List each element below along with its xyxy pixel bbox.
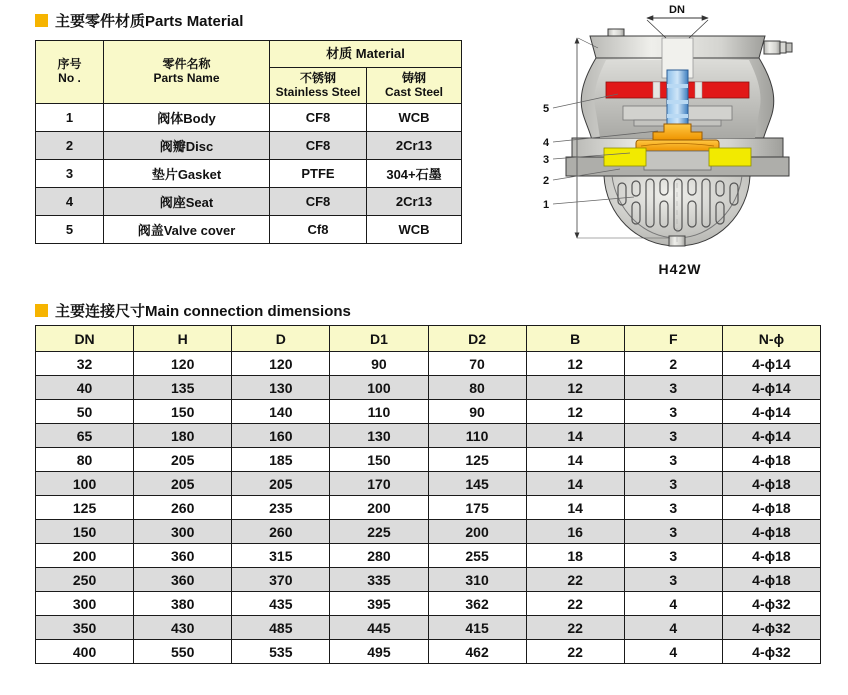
table-cell: 550 bbox=[134, 640, 232, 664]
table-cell: 50 bbox=[36, 400, 134, 424]
table-cell: 2Cr13 bbox=[367, 132, 462, 160]
table-cell: 130 bbox=[330, 424, 428, 448]
table-cell: 4-ϕ14 bbox=[722, 376, 820, 400]
dn-dimension-label: DN bbox=[669, 4, 685, 16]
table-cell: 310 bbox=[428, 568, 526, 592]
connection-dimensions-title bbox=[35, 300, 351, 321]
table-cell: 235 bbox=[232, 496, 330, 520]
table-cell: 3 bbox=[624, 448, 722, 472]
table-cell: 445 bbox=[330, 616, 428, 640]
col-header-parts-name: 零件名称 Parts Name bbox=[104, 41, 270, 104]
table-cell: 22 bbox=[526, 568, 624, 592]
table-cell: 125 bbox=[428, 448, 526, 472]
table-cell: 4-ϕ18 bbox=[722, 448, 820, 472]
table-cell: 125 bbox=[36, 496, 134, 520]
table-cell: 4-ϕ18 bbox=[722, 472, 820, 496]
table-cell: 4 bbox=[624, 592, 722, 616]
table-cell: 22 bbox=[526, 616, 624, 640]
table-cell: 335 bbox=[330, 568, 428, 592]
table-cell: 5 bbox=[36, 216, 104, 244]
table-cell: 350 bbox=[36, 616, 134, 640]
table-cell: Cf8 bbox=[270, 216, 367, 244]
table-cell: 4-ϕ18 bbox=[722, 568, 820, 592]
table-cell: 4-ϕ14 bbox=[722, 424, 820, 448]
table-cell: 4 bbox=[36, 188, 104, 216]
table-cell: 4-ϕ18 bbox=[722, 520, 820, 544]
table-cell: 395 bbox=[330, 592, 428, 616]
table-cell: CF8 bbox=[270, 132, 367, 160]
table-cell: 130 bbox=[232, 376, 330, 400]
table-cell: 160 bbox=[232, 424, 330, 448]
table-cell: CF8 bbox=[270, 104, 367, 132]
table-row bbox=[36, 216, 462, 244]
side-plug bbox=[764, 41, 792, 54]
table-cell: 80 bbox=[36, 448, 134, 472]
table-cell: 135 bbox=[134, 376, 232, 400]
table-cell: PTFE bbox=[270, 160, 367, 188]
part-number-2: 2 bbox=[542, 175, 550, 187]
table-cell: 12 bbox=[526, 400, 624, 424]
table-cell: 90 bbox=[428, 400, 526, 424]
table-cell: 70 bbox=[428, 352, 526, 376]
table-cell: 250 bbox=[36, 568, 134, 592]
column-header: B bbox=[526, 326, 624, 352]
table-row bbox=[36, 616, 821, 640]
table-cell: 3 bbox=[624, 520, 722, 544]
table-cell: 300 bbox=[134, 520, 232, 544]
table-cell: 430 bbox=[134, 616, 232, 640]
table-cell: 14 bbox=[526, 448, 624, 472]
part-number-5: 5 bbox=[542, 103, 550, 115]
table-cell: 140 bbox=[232, 400, 330, 424]
table-cell: 145 bbox=[428, 472, 526, 496]
table-row bbox=[36, 188, 462, 216]
table-cell: 362 bbox=[428, 592, 526, 616]
table-cell: 1 bbox=[36, 104, 104, 132]
table-cell: 280 bbox=[330, 544, 428, 568]
column-header: N-ϕ bbox=[722, 326, 820, 352]
table-row bbox=[36, 496, 821, 520]
table-cell: 225 bbox=[330, 520, 428, 544]
table-cell: 3 bbox=[624, 568, 722, 592]
table-cell: 90 bbox=[330, 352, 428, 376]
table-cell: 阀盖Valve cover bbox=[104, 216, 270, 244]
table-row bbox=[36, 592, 821, 616]
table-row bbox=[36, 400, 821, 424]
table-cell: 2 bbox=[36, 132, 104, 160]
table-cell: 380 bbox=[134, 592, 232, 616]
table-cell: 4-ϕ14 bbox=[722, 352, 820, 376]
table-cell: 415 bbox=[428, 616, 526, 640]
table-cell: 14 bbox=[526, 496, 624, 520]
table-row bbox=[36, 352, 821, 376]
table-row bbox=[36, 544, 821, 568]
table-cell: 360 bbox=[134, 544, 232, 568]
table-cell: 100 bbox=[330, 376, 428, 400]
table-cell: 205 bbox=[134, 448, 232, 472]
section-bullet-icon bbox=[35, 14, 48, 27]
table-cell: 200 bbox=[330, 496, 428, 520]
parts-material-table bbox=[35, 40, 462, 244]
table-cell: CF8 bbox=[270, 188, 367, 216]
table-row bbox=[36, 520, 821, 544]
dimensions-table-body bbox=[36, 352, 821, 664]
table-cell: 120 bbox=[232, 352, 330, 376]
table-cell: WCB bbox=[367, 104, 462, 132]
table-cell: 485 bbox=[232, 616, 330, 640]
column-header: DN bbox=[36, 326, 134, 352]
table-cell: 4-ϕ32 bbox=[722, 616, 820, 640]
column-header: D bbox=[232, 326, 330, 352]
column-header: D2 bbox=[428, 326, 526, 352]
model-label: H42W bbox=[658, 261, 702, 277]
col-header-no: 序号 No . bbox=[36, 41, 104, 104]
parts-table-body bbox=[36, 104, 462, 244]
table-cell: 495 bbox=[330, 640, 428, 664]
connection-dimensions-title-text: 主要连接尺寸Main connection dimensions bbox=[55, 303, 351, 320]
table-cell: 3 bbox=[624, 376, 722, 400]
table-cell: 200 bbox=[428, 520, 526, 544]
table-cell: 22 bbox=[526, 640, 624, 664]
table-cell: 32 bbox=[36, 352, 134, 376]
table-row bbox=[36, 104, 462, 132]
table-cell: 4-ϕ32 bbox=[722, 640, 820, 664]
table-cell: WCB bbox=[367, 216, 462, 244]
part-number-4: 4 bbox=[542, 137, 550, 149]
table-cell: 255 bbox=[428, 544, 526, 568]
table-cell: 65 bbox=[36, 424, 134, 448]
disc-guide-cylinder bbox=[644, 151, 711, 170]
table-cell: 垫片Gasket bbox=[104, 160, 270, 188]
table-cell: 14 bbox=[526, 424, 624, 448]
table-row bbox=[36, 472, 821, 496]
table-cell: 205 bbox=[232, 472, 330, 496]
table-cell: 175 bbox=[428, 496, 526, 520]
table-cell: 535 bbox=[232, 640, 330, 664]
table-cell: 12 bbox=[526, 352, 624, 376]
table-cell: 3 bbox=[624, 544, 722, 568]
column-header: H bbox=[134, 326, 232, 352]
table-row bbox=[36, 568, 821, 592]
section-bullet-icon bbox=[35, 304, 48, 317]
part-number-3: 3 bbox=[542, 154, 550, 166]
connection-dimensions-table bbox=[35, 325, 821, 664]
table-cell: 185 bbox=[232, 448, 330, 472]
table-cell: 360 bbox=[134, 568, 232, 592]
table-cell: 180 bbox=[134, 424, 232, 448]
table-cell: 260 bbox=[232, 520, 330, 544]
table-cell: 435 bbox=[232, 592, 330, 616]
table-cell: 40 bbox=[36, 376, 134, 400]
table-cell: 3 bbox=[624, 424, 722, 448]
parts-material-title-text: 主要零件材质Parts Material bbox=[55, 13, 244, 30]
table-cell: 300 bbox=[36, 592, 134, 616]
table-cell: 462 bbox=[428, 640, 526, 664]
table-cell: 4-ϕ18 bbox=[722, 544, 820, 568]
table-row bbox=[36, 160, 462, 188]
table-cell: 315 bbox=[232, 544, 330, 568]
col-header-material: 材质 Material bbox=[270, 41, 462, 68]
table-cell: 110 bbox=[428, 424, 526, 448]
table-cell: 205 bbox=[134, 472, 232, 496]
table-cell: 阀瓣Disc bbox=[104, 132, 270, 160]
table-cell: 4 bbox=[624, 616, 722, 640]
table-cell: 4-ϕ32 bbox=[722, 592, 820, 616]
table-cell: 370 bbox=[232, 568, 330, 592]
dimensions-header-row bbox=[36, 326, 821, 352]
dn-dimension bbox=[647, 18, 708, 38]
table-row bbox=[36, 640, 821, 664]
table-cell: 400 bbox=[36, 640, 134, 664]
column-header: D1 bbox=[330, 326, 428, 352]
table-cell: 3 bbox=[36, 160, 104, 188]
table-cell: 22 bbox=[526, 592, 624, 616]
table-row bbox=[36, 448, 821, 472]
table-cell: 18 bbox=[526, 544, 624, 568]
table-row bbox=[36, 376, 821, 400]
table-cell: 3 bbox=[624, 472, 722, 496]
table-cell: 12 bbox=[526, 376, 624, 400]
table-cell: 4-ϕ14 bbox=[722, 400, 820, 424]
table-cell: 150 bbox=[330, 448, 428, 472]
table-cell: 150 bbox=[36, 520, 134, 544]
table-cell: 16 bbox=[526, 520, 624, 544]
valve-drawing bbox=[520, 0, 840, 258]
table-cell: 4-ϕ18 bbox=[722, 496, 820, 520]
parts-material-title bbox=[35, 10, 243, 31]
table-cell: 4 bbox=[624, 640, 722, 664]
table-cell: 304+石墨 bbox=[367, 160, 462, 188]
table-row bbox=[36, 424, 821, 448]
valve-cross-section-svg bbox=[520, 0, 840, 258]
col-header-cast: 铸钢 Cast Steel bbox=[367, 68, 462, 104]
part-number-1: 1 bbox=[542, 199, 550, 211]
table-cell: 80 bbox=[428, 376, 526, 400]
table-cell: 200 bbox=[36, 544, 134, 568]
column-header: F bbox=[624, 326, 722, 352]
table-cell: 14 bbox=[526, 472, 624, 496]
table-cell: 120 bbox=[134, 352, 232, 376]
table-cell: 110 bbox=[330, 400, 428, 424]
table-cell: 3 bbox=[624, 400, 722, 424]
table-cell: 阀体Body bbox=[104, 104, 270, 132]
table-row bbox=[36, 132, 462, 160]
table-cell: 260 bbox=[134, 496, 232, 520]
table-cell: 170 bbox=[330, 472, 428, 496]
table-cell: 2Cr13 bbox=[367, 188, 462, 216]
col-header-stainless: 不锈钢 Stainless Steel bbox=[270, 68, 367, 104]
table-cell: 阀座Seat bbox=[104, 188, 270, 216]
table-cell: 3 bbox=[624, 496, 722, 520]
valve-stem-blue bbox=[667, 70, 688, 128]
table-cell: 150 bbox=[134, 400, 232, 424]
table-cell: 2 bbox=[624, 352, 722, 376]
table-cell: 100 bbox=[36, 472, 134, 496]
